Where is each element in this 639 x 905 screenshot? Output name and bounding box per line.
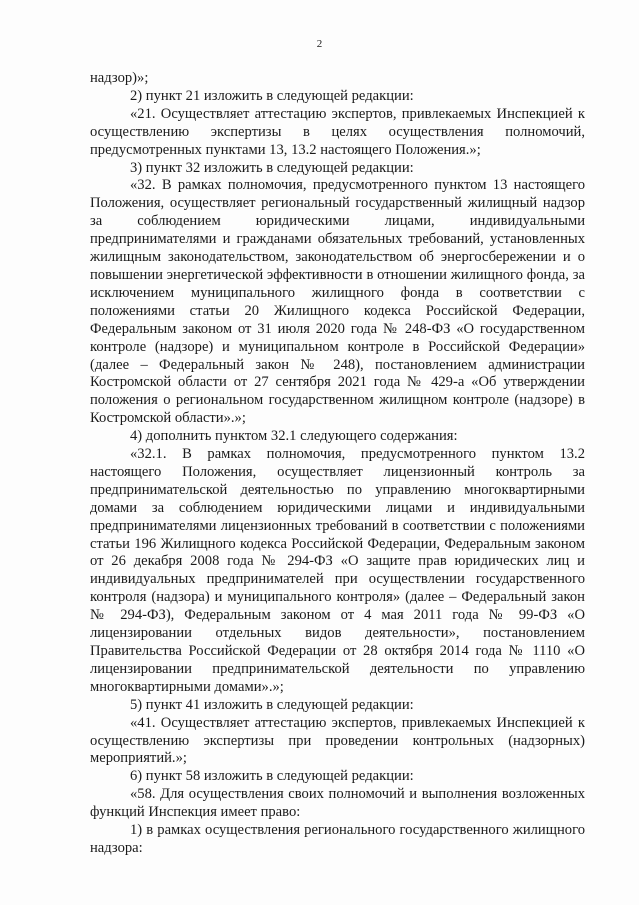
paragraph-clause-41: «41. Осуществляет аттестацию экспертов, привлекаемых Инспекцией к осуществлению экспертизы при проведении контрольных (надзорных) мероприятий.»;	[90, 714, 585, 767]
paragraph-item-4: 4) дополнить пунктом 32.1 следующего содержания:	[130, 428, 458, 445]
paragraph-subitem-1: 1) в рамках осуществления регионального государственного жилищного надзора:	[90, 822, 585, 856]
page-number: 2	[316, 38, 323, 50]
document-body	[90, 70, 585, 858]
paragraph-item-3: 3) пункт 32 изложить в следующей редакции:	[130, 159, 414, 176]
paragraph-clause-32: «32. В рамках полномочия, предусмотренного пунктом 13 настоящего Положения, осуществляет региональный государственный жилищный надзор за соблюдением юридическими лицами, индивидуальными предпринимателями и гражданами обязательных требований, установленных жилищным законодательством, законодательством об энергосбережении и о повышении энергетической эффективности в отношении жилищного фонда, за исключением муниципального жилищного фонда в соответствии с положениями статьи 20 Жилищного кодекса Российской Федерации, Федеральным законом от 31 июля 2020 года № 248-ФЗ «О государственном контроле (надзоре) и муниципальном контроле в Российской Федерации» (далее – Федеральный закон № 248), постановлением администрации Костромской области от 27 сентября 2021 года № 429-а «Об утверждении положения о региональном государственном жилищном контроле (надзоре) в Костромской области».»;	[90, 177, 585, 427]
paragraph-clause-21: «21. Осуществляет аттестацию экспертов, привлекаемых Инспекцией к осуществлению экспертизы в целях осуществления полномочий, предусмотренных пунктами 13, 13.2 настоящего Положения.»;	[90, 105, 585, 158]
paragraph-item-2: 2) пункт 21 изложить в следующей редакции:	[130, 87, 414, 104]
paragraph-clause-32-1: «32.1. В рамках полномочия, предусмотренного пунктом 13.2 настоящего Положения, осуществляет лицензионный контроль за предпринимательской деятельностью по управлению многоквартирными домами за соблюдением юридическими лицами и индивидуальными предпринимателями лицензионных требований в соответствии с положениями статьи 196 Жилищного кодекса Российской Федерации, Федеральным законом от 26 декабря 2008 года № 294-ФЗ «О защите прав юридических лиц и индивидуальных предпринимателей при осуществлении государственного контроля (надзора) и муниципального контроля» (далее – Федеральный закон № 294-ФЗ), Федеральным законом от 4 мая 2011 года № 99-ФЗ «О лицензировании отдельных видов деятельности», постановлением Правительства Российской Федерации от 28 октября 2014 года № 1110 «О лицензировании предпринимательской деятельности по управлению многоквартирными домами».»;	[90, 446, 585, 695]
paragraph-item-5: 5) пункт 41 изложить в следующей редакции:	[130, 696, 414, 713]
paragraph-clause-58: «58. Для осуществления своих полномочий и выполнения возложенных функций Инспекция имеет право:	[90, 786, 585, 821]
paragraph-continuation: надзор)»;	[90, 70, 149, 86]
paragraph-item-6: 6) пункт 58 изложить в следующей редакции:	[130, 768, 414, 785]
